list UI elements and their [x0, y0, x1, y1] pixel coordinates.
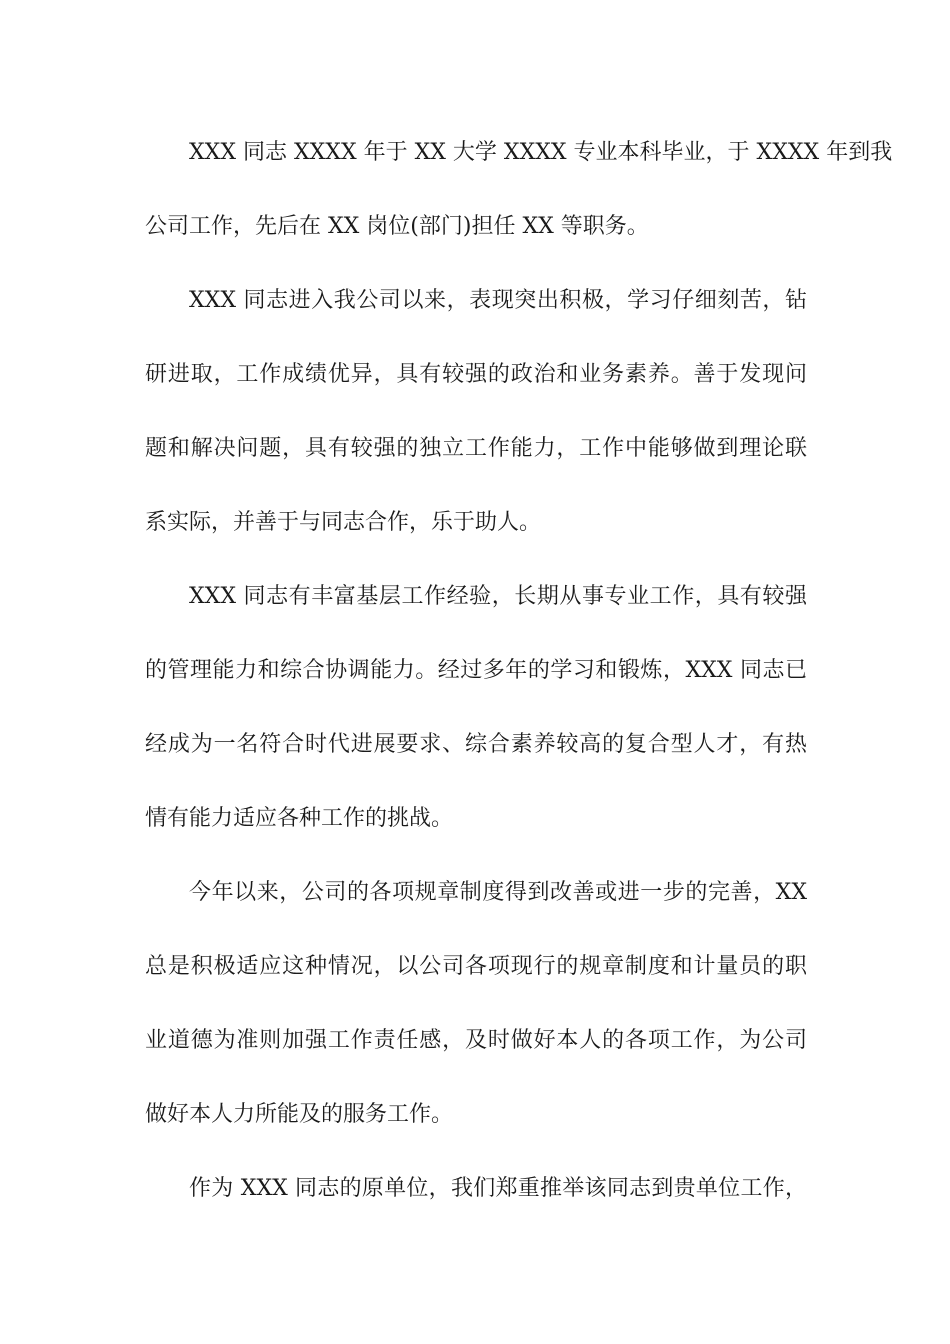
paragraph-2-line-2: 研进取，工作成绩优异，具有较强的政治和业务素养。善于发现问 [145, 362, 807, 387]
paragraph-2-line-3: 题和解决问题，具有较强的独立工作能力，工作中能够做到理论联 [145, 436, 807, 461]
paragraph-4-line-4: 做好本人力所能及的服务工作。 [145, 1102, 454, 1127]
paragraph-4-line-3: 业道德为准则加强工作责任感，及时做好本人的各项工作，为公司 [145, 1028, 807, 1053]
paragraph-4-line-2: 总是积极适应这种情况，以公司各项现行的规章制度和计量员的职 [145, 954, 807, 979]
paragraph-2-line-1: XXX 同志进入我公司以来，表现突出积极，学习仔细刻苦，钻 [189, 288, 807, 313]
paragraph-5-line-1: 作为 XXX 同志的原单位，我们郑重推举该同志到贵单位工作， [189, 1176, 807, 1201]
paragraph-3-line-2: 的管理能力和综合协调能力。经过多年的学习和锻炼，XXX 同志已 [145, 658, 807, 683]
paragraph-2-line-4: 系实际，并善于与同志合作，乐于助人。 [145, 510, 542, 535]
paragraph-1-line-1: XXX 同志 XXXX 年于 XX 大学 XXXX 专业本科毕业，于 XXXX 年到我 [189, 140, 893, 165]
paragraph-1-line-2: 公司工作，先后在 XX 岗位(部门)担任 XX 等职务。 [145, 214, 649, 239]
paragraph-4-line-1: 今年以来，公司的各项规章制度得到改善或进一步的完善，XX [189, 880, 807, 905]
paragraph-3-line-1: XXX 同志有丰富基层工作经验，长期从事专业工作，具有较强 [189, 584, 807, 609]
document-body [145, 127, 893, 1237]
paragraph-3-line-4: 情有能力适应各种工作的挑战。 [145, 806, 454, 831]
paragraph-3-line-3: 经成为一名符合时代进展要求、综合素养较高的复合型人才，有热 [145, 732, 807, 757]
